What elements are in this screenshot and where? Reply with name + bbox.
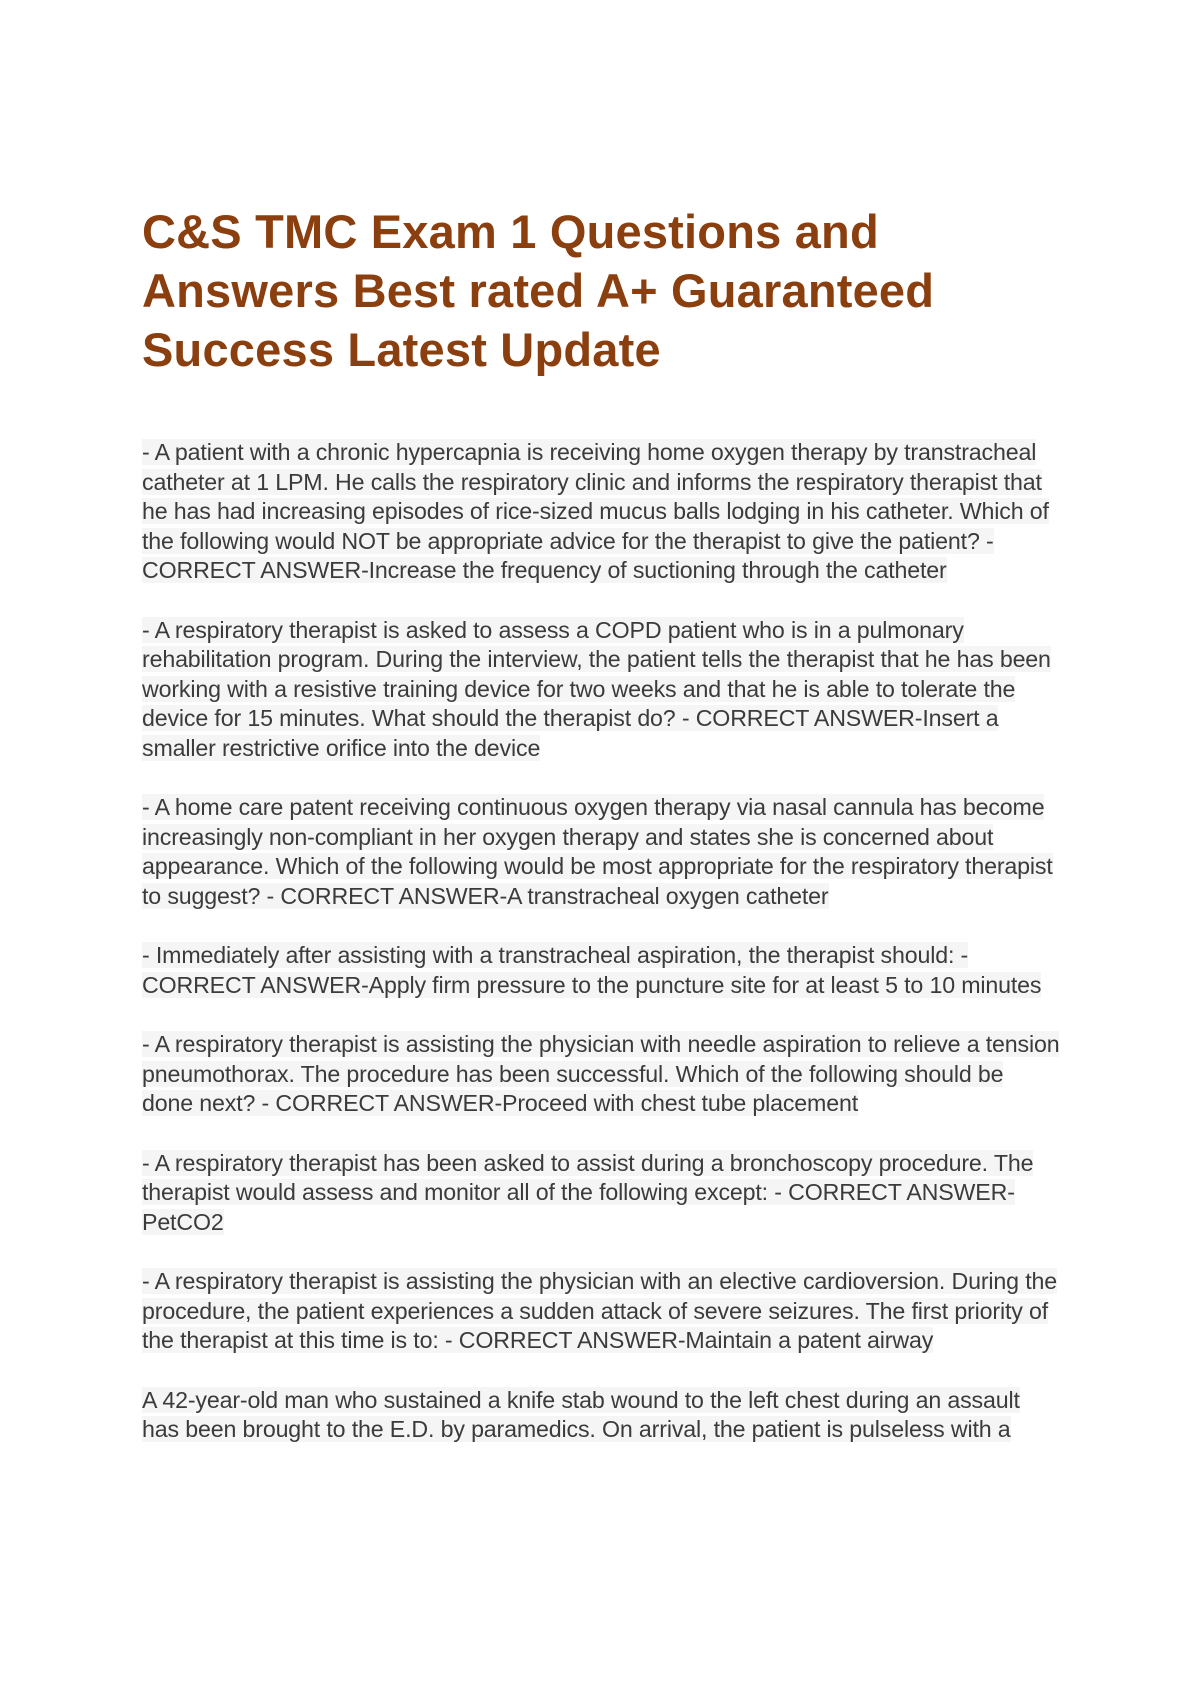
qa-list <box>142 438 1060 1475</box>
qa-item-4 <box>142 941 1060 1000</box>
qa-text: - A respiratory therapist is assisting the physician with needle aspiration to relieve a tension pneumothorax. The procedure has been successful. Which of the following should be done next? - CORRECT ANSWER-Proceed with chest tube placement <box>142 1031 1060 1116</box>
qa-text: - A respiratory therapist is asked to assess a COPD patient who is in a pulmonary rehabilitation program. During the interview, the patient tells the therapist that he has been working with a resistive training device for two weeks and that he is able to tolerate the device for 15 minutes. What should the therapist do? - CORRECT ANSWER-Insert a smaller restrictive orifice into the device <box>142 616 1051 761</box>
qa-item-1 <box>142 438 1060 586</box>
qa-text: - A patient with a chronic hypercapnia is receiving home oxygen therapy by transtracheal catheter at 1 LPM. He calls the respiratory clinic and informs the respiratory therapist that he has had increasing episodes of rice-sized mucus balls lodging in his catheter. Which of the following would NOT be appropriate advice for the therapist to give the patient? - CORRECT ANSWER-Increase the frequency of suctioning through the catheter <box>142 439 1049 583</box>
qa-item-6 <box>142 1149 1060 1238</box>
qa-text: A 42-year-old man who sustained a knife stab wound to the left chest during an assault has been brought to the E.D. by paramedics. On arrival, the patient is pulseless with a <box>142 1386 1020 1442</box>
qa-text: - A respiratory therapist is assisting the physician with an elective cardioversion. During the procedure, the patient experiences a sudden attack of severe seizures. The first priority of the therapist at this time is to: - CORRECT ANSWER-Maintain a patent airway <box>142 1268 1057 1353</box>
qa-item-8 <box>142 1386 1060 1445</box>
qa-item-5 <box>142 1030 1060 1119</box>
qa-item-2 <box>142 616 1060 764</box>
qa-text: - Immediately after assisting with a transtracheal aspiration, the therapist should: - CORRECT ANSWER-Apply firm pressure to the puncture site for at least 5 to 10 minutes <box>142 942 1042 998</box>
document-title: C&S TMC Exam 1 Questions and Answers Best rated A+ Guaranteed Success Latest Update <box>142 205 935 376</box>
qa-text: - A respiratory therapist has been asked to assist during a bronchoscopy procedure. The therapist would assess and monitor all of the following except: - CORRECT ANSWER-PetCO2 <box>142 1149 1034 1235</box>
qa-text: - A home care patent receiving continuous oxygen therapy via nasal cannula has become increasingly non-compliant in her oxygen therapy and states she is concerned about appearance. Which of the following would be most appropriate for the respiratory therapist to suggest? - CORRECT ANSWER-A transtracheal oxygen catheter <box>142 794 1053 909</box>
qa-item-3 <box>142 793 1060 911</box>
qa-item-7 <box>142 1267 1060 1356</box>
